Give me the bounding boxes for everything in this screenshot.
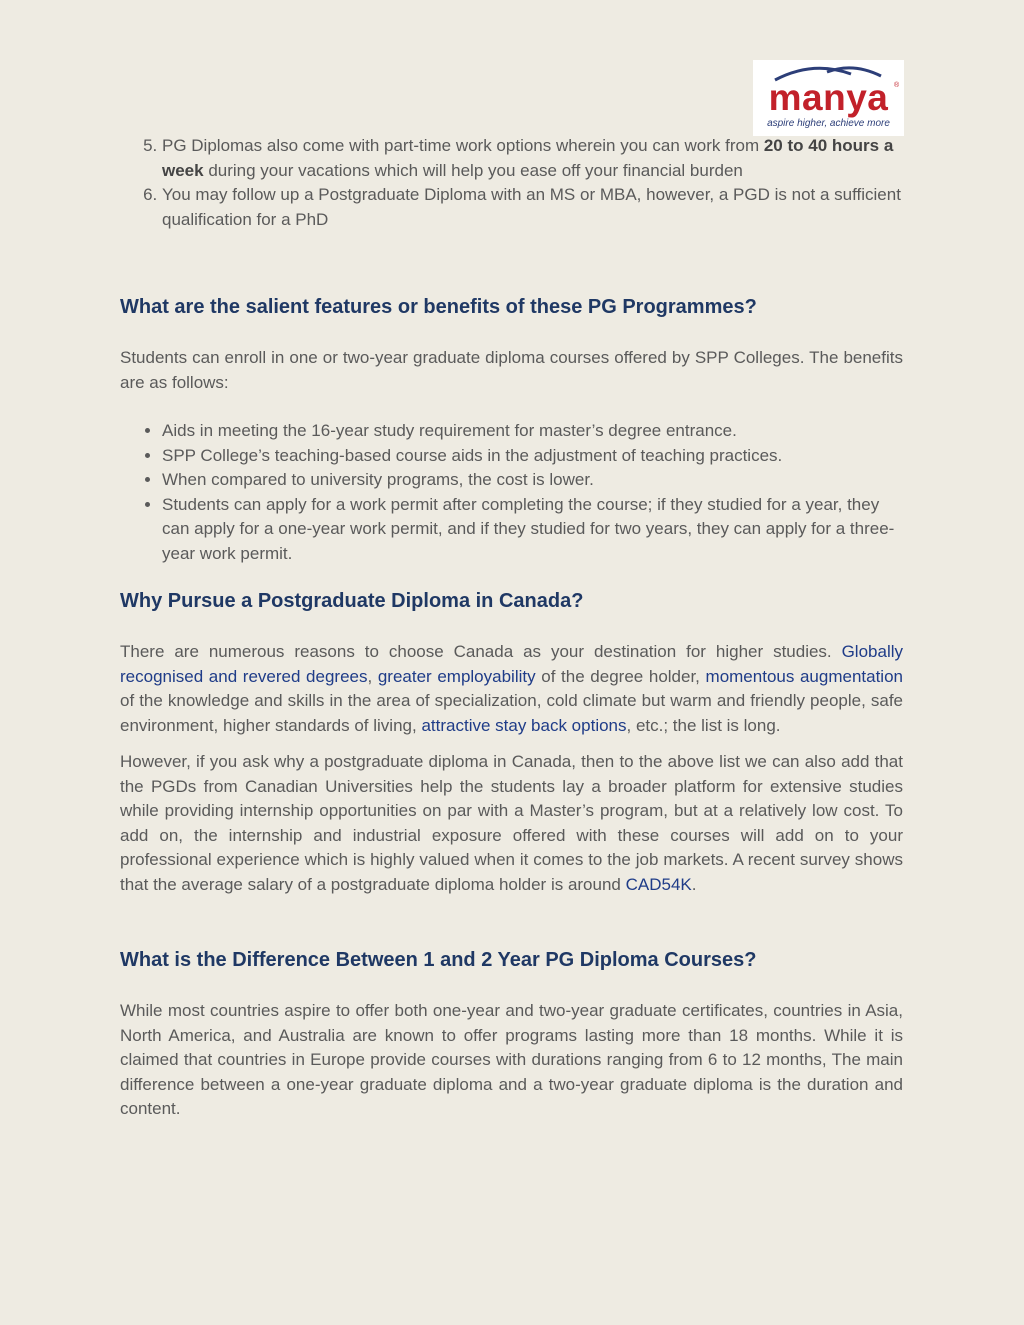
- section-heading-benefits: What are the salient features or benefits of these PG Programmes?: [120, 296, 757, 318]
- link-momentous-augmentation[interactable]: momentous augmentation: [705, 666, 903, 686]
- paragraph-text: of the degree holder,: [535, 666, 706, 686]
- section-heading-difference: What is the Difference Between 1 and 2 Year PG Diploma Courses?: [120, 949, 757, 971]
- why-canada-paragraph-2: [120, 750, 903, 897]
- link-globally-recognised[interactable]: Globally recognised and revered degrees: [120, 642, 903, 686]
- list-item: [162, 183, 903, 232]
- list-item: • Aids in meeting the 16-year study requirement for master’s degree entrance.: [162, 419, 903, 444]
- logo-registered-mark: ®: [894, 82, 900, 89]
- section-heading-why-canada: Why Pursue a Postgraduate Diploma in Canada?: [120, 590, 584, 612]
- list-item: • Students can apply for a work permit after completing the course; if they studied for a year, they can apply for a one-year work permit, and if they studied for two years, they can apply for a three-year work permit.: [162, 493, 903, 567]
- bold-text: 20 to 40 hours a week: [162, 136, 894, 180]
- difference-paragraph: While most countries aspire to offer both one-year and two-year graduate certificates, countries in Asia, North America, and Australia are known to offer programs lasting more than 18 months. While it is claimed that countries in Europe provide courses with durations ranging from 6 to 12 months, The main difference between a one-year graduate diploma and a two-year graduate diploma is the duration and content.: [120, 1001, 903, 1118]
- list-item: [162, 134, 903, 183]
- list-item-text: You may follow up a Postgraduate Diploma with an MS or MBA, however, a PGD is not a sufficient qualification for a PhD: [162, 185, 901, 229]
- why-canada-paragraph-1: [120, 640, 903, 738]
- paragraph-text: of the knowledge and skills in the area of specialization, cold climate but warm and friendly people, safe environment, higher standards of living,: [120, 691, 903, 735]
- manya-logo[interactable]: [753, 60, 904, 136]
- link-greater-employability[interactable]: greater employability: [377, 666, 536, 686]
- list-item-text: during your vacations which will help you ease off your financial burden: [203, 160, 743, 180]
- logo-wordmark: manya: [768, 77, 889, 118]
- benefits-intro-paragraph: Students can enroll in one or two-year graduate diploma courses offered by SPP Colleges. The benefits are as follows:: [120, 348, 903, 392]
- list-item: • SPP College’s teaching-based course aids in the adjustment of teaching practices.: [162, 444, 903, 469]
- paragraph-text: ,: [367, 666, 378, 686]
- paragraph-text: , etc.; the list is long.: [626, 715, 781, 735]
- paragraph-text: There are numerous reasons to choose Canada as your destination for higher studies.: [120, 642, 842, 661]
- intro-numbered-list: [120, 134, 903, 232]
- paragraph-text: .: [691, 874, 697, 894]
- list-item-text: PG Diplomas also come with part-time work options wherein you can work from: [162, 136, 764, 155]
- paragraph-text: However, if you ask why a postgraduate diploma in Canada, then to the above list we can also add that the PGDs from Canadian Universities help the students lay a broader platform for extensive studies while providing internship opportunities on par with a Master’s program, but at a relatively low cost. To add on, the internship and industrial exposure offered with these courses will add on to your professional experience which is highly valued when it comes to the job markets. A recent survey shows that the average salary of a postgraduate diploma holder is around: [120, 752, 903, 894]
- link-cad54k[interactable]: CAD54K: [625, 874, 692, 894]
- link-stay-back-options[interactable]: attractive stay back options: [421, 715, 627, 735]
- document-body: [120, 134, 903, 1122]
- benefits-bullet-list: [120, 419, 903, 566]
- logo-tagline: aspire higher, achieve more: [767, 118, 890, 129]
- list-item: • When compared to university programs, the cost is lower.: [162, 468, 903, 493]
